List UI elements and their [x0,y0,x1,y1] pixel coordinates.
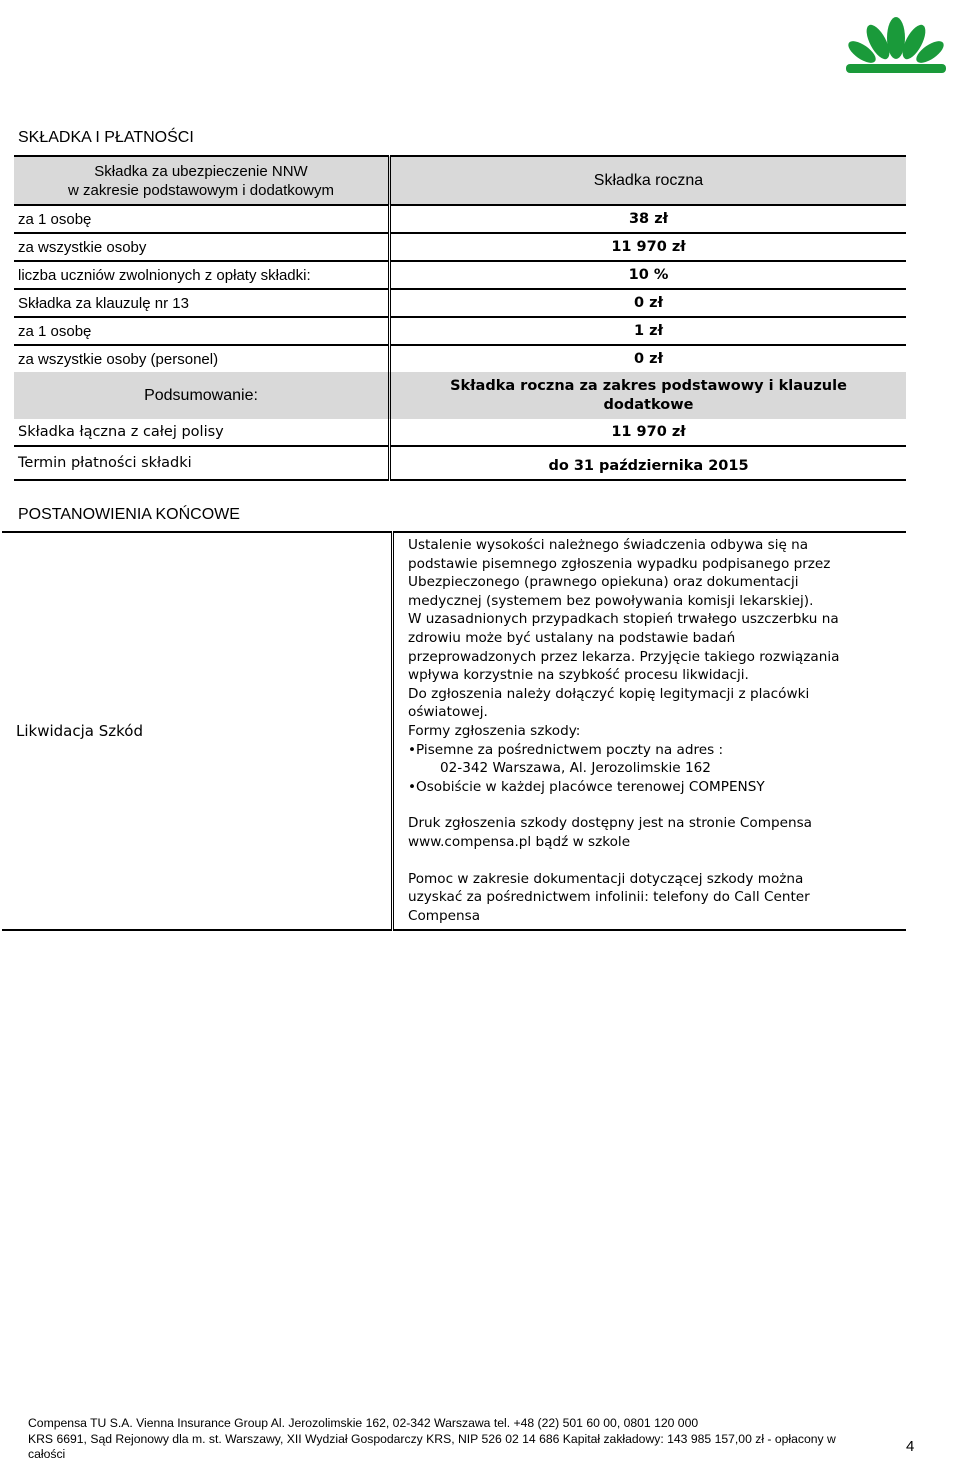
row-label: liczba uczniów zwolnionych z opłaty składki: [14,261,390,289]
row-value: 10 % [390,261,907,289]
claims-line: Formy zgłoszenia szkody: [408,722,581,739]
claims-line: przeprowadzonych przez lekarza. Przyjęcie takiego rozwiązania [408,648,840,665]
table-row [14,345,906,372]
summary-label: Podsumowanie: [14,372,390,419]
final-provisions-table [2,531,906,931]
claims-line: Ustalenie wysokości należnego świadczenia odbywa się na [408,537,809,553]
claims-line: wpływa korzystnie na szybkość procesu likwidacji. [408,667,749,684]
form-line: Druk zgłoszenia szkody dostępny jest na stronie Compensa [408,815,812,832]
premium-table [14,155,906,481]
table-row [14,205,906,233]
footer [28,1416,888,1463]
premium-table-header [14,156,906,205]
help-line: uzyskać za pośrednictwem infolinii: telefony do Call Center [408,889,810,906]
table-row [14,289,906,317]
row-value: 0 zł [634,351,663,367]
claims-line: medycznej (systemem bez powoływania komisji lekarskiej). [408,592,814,609]
claims-line: zdrowiu może być ustalany na podstawie badań [408,629,736,646]
summary-row [14,372,906,419]
row-label: za 1 osobę [14,317,390,345]
help-line: Compensa [408,907,481,924]
deadline-label: Termin płatności składki [14,446,390,480]
total-value: 11 970 zł [390,419,907,446]
logo-icon [840,12,952,74]
claims-label: Likwidacja Szkód [2,532,393,930]
header-left-line2: w zakresie podstawowym i dodatkowym [68,181,334,199]
claims-line: podstawie pisemnego zgłoszenia wypadku podpisanego przez [408,555,831,572]
header-left-line1: Składka za ubezpieczenie NNW [94,162,308,180]
row-label: Składka za klauzulę nr 13 [14,289,390,317]
total-label: Składka łączna z całej polisy [14,419,390,446]
claims-line: W uzasadnionych przypadkach stopień trwałego uszczerbku na [408,611,839,628]
form-line: www.compensa.pl bądź w szkole [408,833,631,850]
row-value: 1 zł [390,317,907,345]
table-row [14,261,906,289]
row-value: 11 970 zł [390,233,907,261]
section-title-final-provisions: POSTANOWIENIA KOŃCOWE [18,506,240,523]
claims-line: •Osobiście w każdej placówce terenowej COMPENSY [408,778,765,795]
header-right: Składka roczna [390,156,907,205]
summary-right-line2: dodatkowe [603,396,694,413]
footer-line3: całości [28,1447,66,1461]
claims-line: oświatowej. [408,704,488,721]
claims-line: Do zgłoszenia należy dołączyć kopię legitymacji z placówki [408,685,810,702]
claims-row [2,532,906,930]
section-title-premium: SKŁADKA I PŁATNOŚCI [18,129,194,146]
row-value: 0 zł [390,289,907,317]
summary-right [390,372,907,419]
total-row [14,419,906,446]
row-label: za wszystkie osoby [14,233,390,261]
claims-address: 02-342 Warszawa, Al. Jerozolimskie 162 [440,760,711,777]
claims-line: •Pisemne za pośrednictwem poczty na adres : [408,741,724,758]
table-row [14,317,906,345]
footer-line2: KRS 6691, Sąd Rejonowy dla m. st. Warszawy, XII Wydział Gospodarczy KRS, NIP 526 02 14 686 Kapitał zakładowy: 143 985 157,00 zł - opłacony w [28,1431,836,1446]
summary-right-line1: Składka roczna za zakres podstawowy i klauzule [450,377,847,394]
help-line: Pomoc w zakresie dokumentacji dotyczącej szkody można [408,870,804,887]
row-label: za wszystkie osoby (personel) [14,345,390,372]
row-label: za 1 osobę [14,205,390,233]
deadline-value: do 31 października 2015 [390,446,907,480]
claims-content [393,532,907,930]
footer-line1: Compensa TU S.A. Vienna Insurance Group Al. Jerozolimskie 162, 02-342 Warszawa tel. +48 (22) 501 60 00, 0801 120 000 [28,1416,699,1430]
deadline-row [14,446,906,480]
header-left [14,156,390,205]
row-value: 38 zł [390,205,907,233]
page-number: 4 [906,1438,915,1455]
table-row [14,233,906,261]
claims-line: Ubezpieczonego (prawnego opiekuna) oraz dokumentacji [408,574,799,591]
